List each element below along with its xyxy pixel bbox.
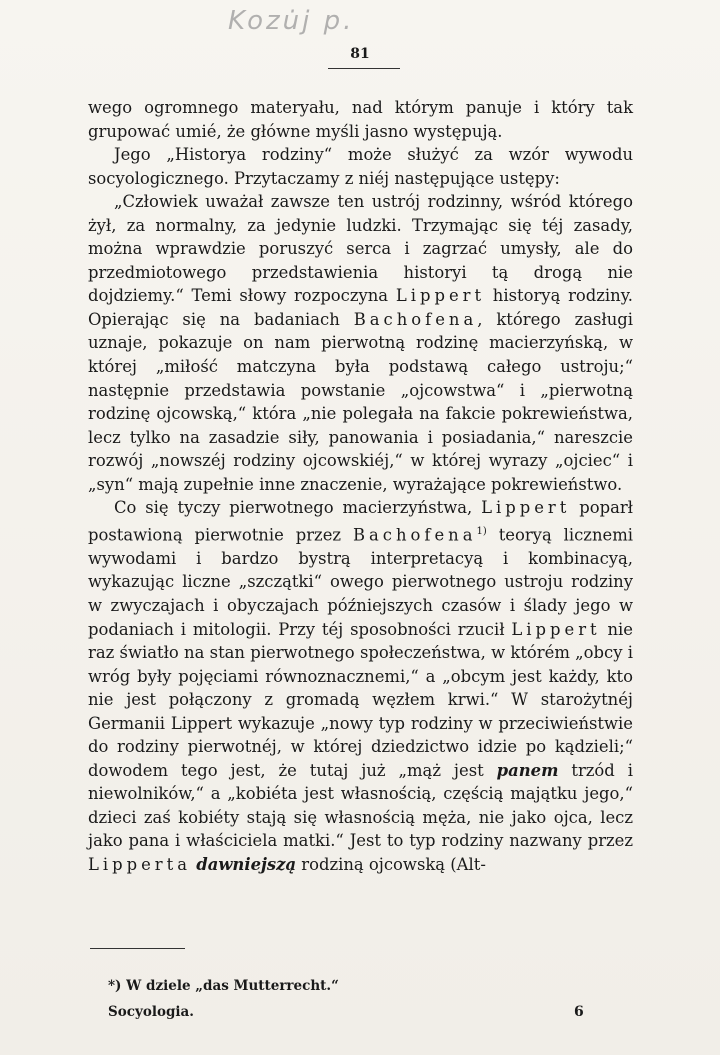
emphasis-dawniejsza: dawniejszą (196, 854, 297, 874)
footnote-marker: 1) (476, 525, 487, 537)
paragraph-4-text-d: nie raz światło na stan pierwotnego społeczeństwa, w którém „obcy i wróg były pojęciami równoznacznemi,“ a „obcym jest każdy, kto nie jest połączony z gromadą węzłem krwi.“ W starożytnéj Germanii (88, 619, 633, 733)
paragraph-4-text-c: teoryą licznemi wywodami i bardzo bystrą interpretacyą i kombinacyą, wykazując liczne „szczątki“ owego pierwotnego ustroju rodziny w zwyczajach i obyczajach późniejszych czasów i ślady jego w podaniach i mitologii. Przy téj sposobności rzucił (88, 525, 633, 639)
author-name-lippert: Lippert (511, 619, 601, 639)
body-text (88, 96, 633, 877)
page-number: 81 (350, 46, 370, 62)
paragraph-4 (88, 496, 633, 876)
paragraph-3-text-a: „Człowiek uważał zawsze ten ustrój rodzinny, wśród którego żył, za normalny, za jedynie ludzki. Trzymając się téj zasady, można wprawdzie poruszyć serca i zagrzać umysły, ale do przedmiotowego przedstawienia historyi tą drogą nie dojdziemy.“ Temi słowy rozpoczyna (88, 192, 633, 306)
paragraph-4-text-a: Co się tyczy pierwotnego macierzyństwa, (114, 498, 482, 518)
handwritten-note: Kozu̇j p. (228, 6, 355, 36)
paragraph-2-text: Jego „Historya rodziny“ może służyć za wzór wywodu socyologicznego. Przytaczamy z niéj następujące ustępy: (88, 145, 633, 188)
paragraph-4-text-h: rodziną ojcowską (Alt- (296, 854, 486, 874)
author-name-lippert: Lippert (170, 713, 233, 733)
author-name-lippert: Lippert (395, 286, 486, 306)
header-rule (328, 68, 400, 69)
footnote: *) W dziele „das Mutterrecht.“ (108, 978, 339, 994)
author-name-bachofen: Bachofena (352, 525, 477, 545)
paragraph-4-text-e: wykazuje „nowy typ rodziny w przeciwieństwie do rodziny pierwotnéj, w której dziedzictwo idzie po kądzieli;“ dowodem tego jest, że tutaj już „mąż jest (88, 713, 633, 780)
printer-signature: Socyologia. (108, 1004, 194, 1020)
paragraph-3-text-c: , którego zasługi uznaje, pokazuje on nam pierwotną rodzinę macierzyńską, w której „miłość matczyna była podstawą całego ustroju;“ następnie przedstawia powstanie „ojcowstwa“ i „pierwotną rodzinę ojcowską,“ która „nie polegała na fakcie pokrewieństwa, lecz tylko na zasadzie siły, panowania i posiadania,“ nareszcie rozwój „nowszéj rodziny ojcowskiéj,“ w której wyrazy „ojciec“ i „syn“ mają zupełnie inne znaczenie, wyrażające pokrewieństwo. (88, 309, 633, 494)
paragraph-4-text-b: poparł postawioną pierwotnie przez (88, 498, 633, 545)
paragraph-2 (88, 143, 633, 190)
paragraph-3-text-b: historyą rodziny. Opierając się na badaniach (88, 286, 633, 329)
paragraph-1 (88, 96, 633, 143)
author-name-lippert: Lippert (481, 498, 571, 518)
emphasis-panem: panem (496, 760, 559, 780)
paragraph-3 (88, 190, 633, 496)
paragraph-1-text: wego ogromnego materyału, nad którym panuje i który tak grupować umié, że główne myśli jasno występują. (88, 98, 633, 141)
paragraph-4-text-f: trzód i niewolników,“ a „kobiéta jest własnością, częścią majątku jego,“ dzieci zaś kobiéty stają się własnością męża, nie jako ojca, lecz jako pana i właściciela matki.“ Jest to typ rodziny nazwany przez (88, 760, 633, 851)
footnote-rule (90, 948, 185, 949)
author-name-bachofen: Bachofena (353, 309, 478, 329)
sheet-number: 6 (574, 1004, 584, 1020)
author-name-lipperta: Lipperta (88, 854, 192, 874)
